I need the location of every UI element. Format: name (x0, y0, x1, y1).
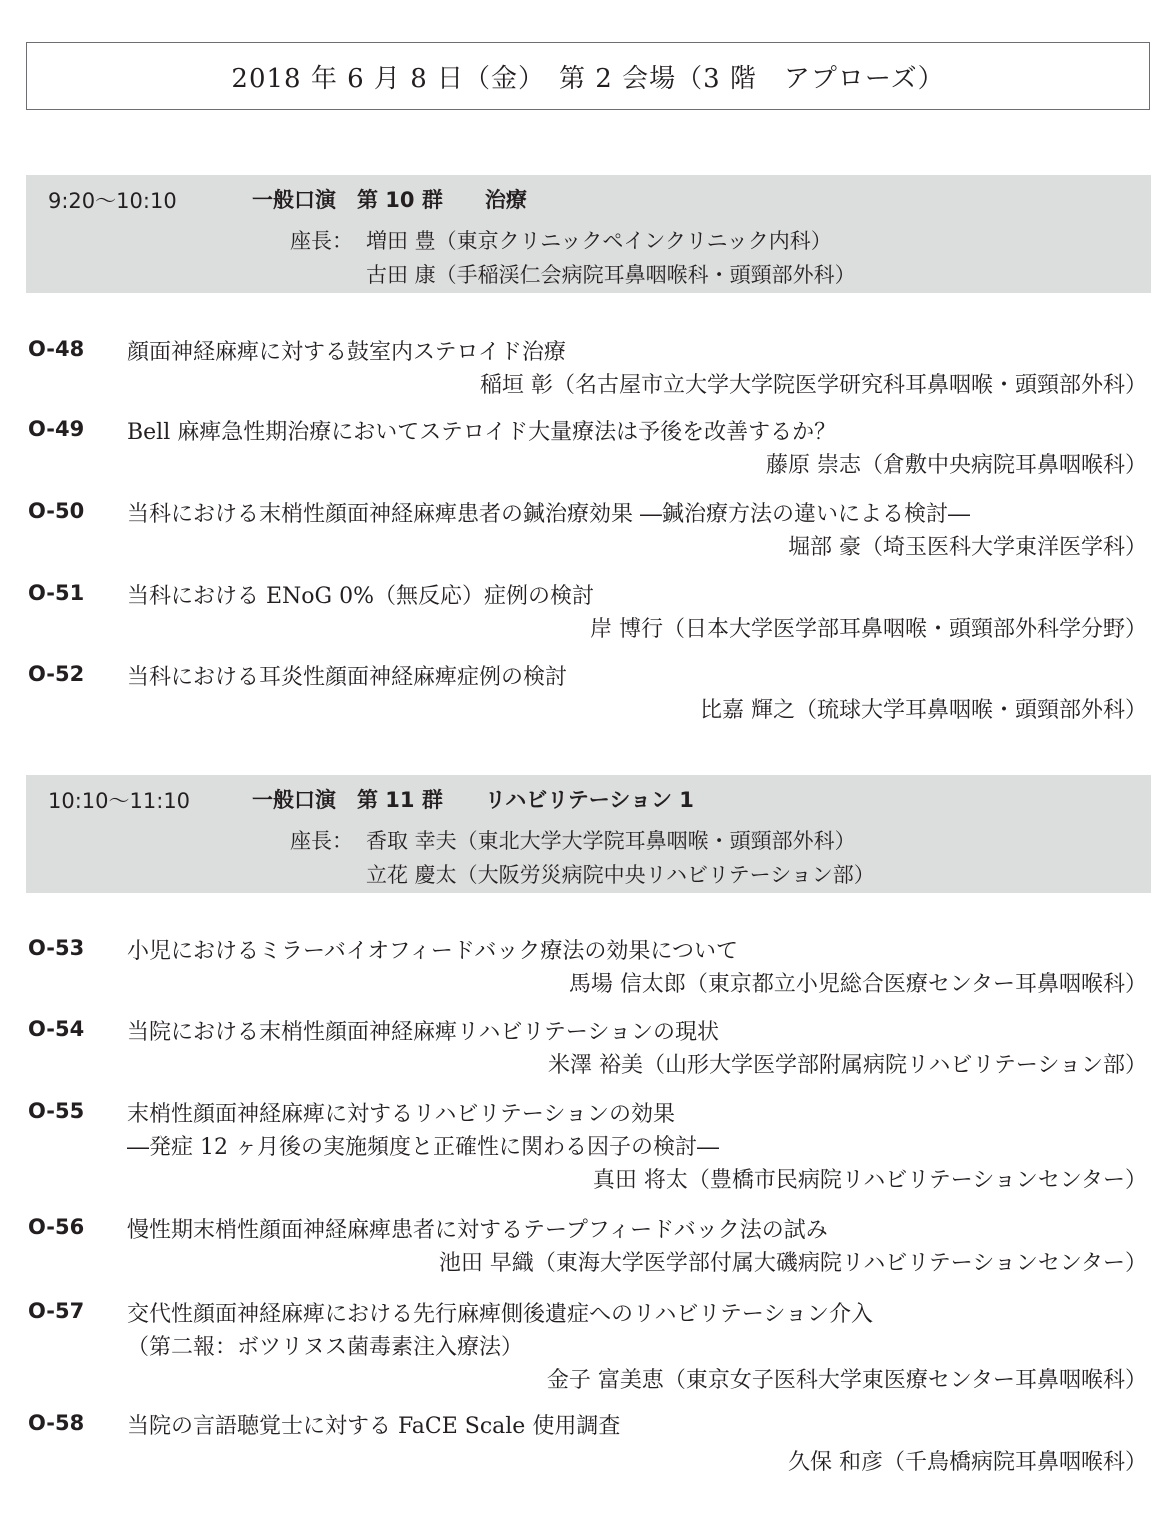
presentation-item (0, 497, 1173, 567)
presentation-title: Bell 麻痺急性期治療においてステロイド大量療法は予後を改善するか？ (127, 420, 837, 445)
presentation-number: O-48 (28, 337, 85, 361)
presentation-item (0, 1213, 1173, 1283)
session-time: 9:20〜10:10 (48, 189, 177, 213)
presentation-author: 金子 富美恵（東京女子医科大学東医療センター耳鼻咽喉科） (546, 1368, 1147, 1393)
presentation-title: 末梢性顔面神経麻痺に対するリハビリテーションの効果 (127, 1102, 676, 1127)
presentation-item (0, 415, 1173, 485)
presentation-number: O-57 (28, 1299, 85, 1323)
chair-label: 座長： (290, 829, 353, 853)
presentation-number: O-55 (28, 1099, 85, 1123)
presentation-author: 岸 博行（日本大学医学部耳鼻咽喉・頭頸部外科学分野） (590, 617, 1147, 642)
presentation-item (0, 1015, 1173, 1085)
presentation-item (0, 1097, 1173, 1197)
session-title: 一般口演 第 10 群 治療 (252, 188, 527, 212)
presentation-item (0, 660, 1173, 730)
presentation-title: 顔面神経麻痺に対する鼓室内ステロイド治療 (127, 340, 566, 365)
presentation-item (0, 1297, 1173, 1397)
presentation-item (0, 1409, 1173, 1479)
chair-label: 座長： (290, 229, 353, 253)
presentation-author: 稲垣 彰（名古屋市立大学大学院医学研究科耳鼻咽喉・頭頸部外科） (480, 373, 1147, 398)
presentation-author: 真田 将太（豊橋市民病院リハビリテーションセンター） (592, 1168, 1147, 1193)
presentation-title: 慢性期末梢性顔面神経麻痺患者に対するテープフィードバック法の試み (127, 1218, 828, 1243)
chair-name: 増田 豊（東京クリニックペインクリニック内科） (366, 229, 832, 253)
presentation-author: 馬場 信太郎（東京都立小児総合医療センター耳鼻咽喉科） (568, 972, 1147, 997)
presentation-number: O-53 (28, 936, 85, 960)
presentation-subtitle: ―発症 12 ヶ月後の実施頻度と正確性に関わる因子の検討― (127, 1135, 719, 1160)
presentation-item (0, 579, 1173, 649)
header-title: 2018 年 6 月 8 日（金） 第 2 会場（3 階 アプローズ） (231, 63, 945, 94)
presentation-number: O-52 (28, 662, 85, 686)
presentation-title: 当院における末梢性顔面神経麻痺リハビリテーションの現状 (127, 1020, 720, 1045)
presentation-item (0, 934, 1173, 1004)
presentation-number: O-58 (28, 1411, 85, 1435)
presentation-title: 交代性顔面神経麻痺における先行麻痺側後遺症へのリハビリテーション介入 (127, 1302, 874, 1327)
chair-name: 立花 慶太（大阪労災病院中央リハビリテーション部） (366, 863, 875, 887)
presentation-author: 藤原 崇志（倉敷中央病院耳鼻咽喉科） (766, 453, 1147, 478)
presentation-number: O-51 (28, 581, 85, 605)
presentation-number: O-54 (28, 1017, 85, 1041)
presentation-title: 当科における末梢性顔面神経麻痺患者の鍼治療効果 ―鍼治療方法の違いによる検討― (127, 502, 970, 527)
chair-name: 古田 康（手稲渓仁会病院耳鼻咽喉科・頭頸部外科） (366, 263, 856, 287)
presentation-author: 久保 和彦（千鳥橋病院耳鼻咽喉科） (788, 1450, 1147, 1475)
presentation-title: 当科における耳炎性顔面神経麻痺症例の検討 (127, 665, 568, 690)
presentation-item (0, 335, 1173, 405)
presentation-author: 堀部 豪（埼玉医科大学東洋医学科） (788, 535, 1147, 560)
chair-name: 香取 幸夫（東北大学大学院耳鼻咽喉・頭頸部外科） (366, 829, 856, 853)
session-time: 10:10〜11:10 (48, 789, 191, 813)
presentation-title: 当院の言語聴覚士に対する FaCE Scale 使用調査 (127, 1414, 621, 1439)
session-title: 一般口演 第 11 群 リハビリテーション 1 (252, 788, 694, 812)
presentation-number: O-56 (28, 1215, 85, 1239)
presentation-author: 米澤 裕美（山形大学医学部附属病院リハビリテーション部） (547, 1053, 1147, 1078)
presentation-subtitle: （第二報：ボツリヌス菌毒素注入療法） (127, 1335, 524, 1360)
presentation-number: O-49 (28, 417, 85, 441)
presentation-number: O-50 (28, 499, 85, 523)
session-block-10 (26, 175, 1151, 293)
presentation-author: 比嘉 輝之（琉球大学耳鼻咽喉・頭頸部外科） (700, 698, 1147, 723)
presentation-author: 池田 早織（東海大学医学部付属大磯病院リハビリテーションセンター） (438, 1251, 1147, 1276)
session-block-11 (26, 775, 1151, 893)
venue-date-header (26, 42, 1150, 110)
presentation-title: 小児におけるミラーバイオフィードバック療法の効果について (127, 939, 738, 964)
presentation-title: 当科における ENoG 0%（無反応）症例の検討 (127, 584, 595, 609)
